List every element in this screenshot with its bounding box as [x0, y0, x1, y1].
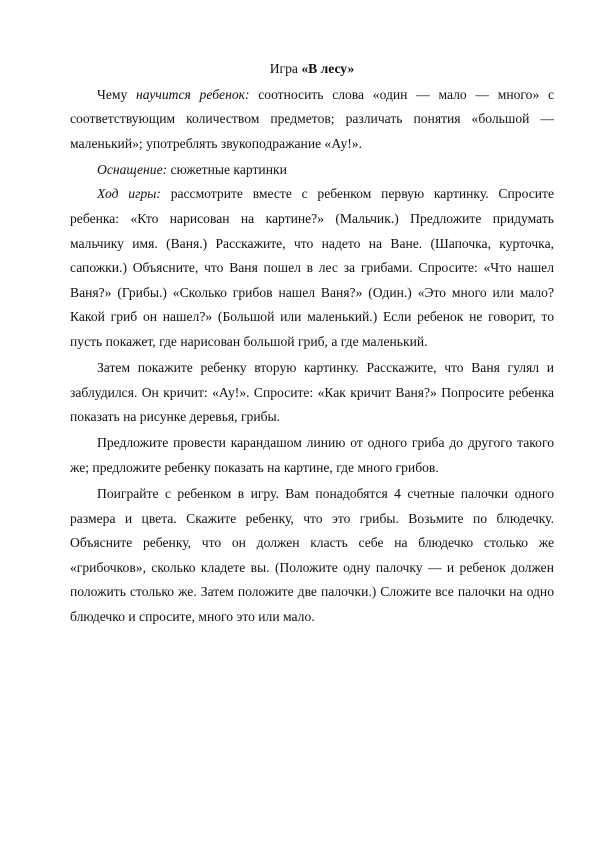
process-text: рассмотрите вместе с ребенком первую картинку. Спросите ребенка: «Кто нарисован на картине?» (Мальчик.) Предложите придумать мальчику имя. (Ваня.) Расскажите, что надето на Ване. (Шапочка, курточка, сапожки.) Объясните, что Ваня пошел в лес за грибами. Спросите: «Что нашел Ваня?» (Грибы.) «Сколько грибов нашел Ваня?» (Один.) «Это много или мало? Какой гриб он нашел?» (Большой или маленький.) Если ребенок не говорит, то пусть покажет, где нарисован большой гриб, а где маленький.: [70, 186, 554, 350]
paragraph-line-task: Предложите провести карандашом линию от одного гриба до другого такого же; предложите ребенку показать на картине, где много грибов.: [70, 435, 554, 475]
game-title: [70, 57, 554, 82]
goal-lead: Чему: [97, 86, 128, 102]
goal-label: научится ребенок:: [136, 86, 250, 102]
paragraph-sticks-game: Поиграйте с ребенком в игру. Вам понадобятся 4 счетные палочки одного размера и цвета. Скажите ребенку, что это грибы. Возьмите по блюдечку. Объясните ребенку, что он должен класть себе на блюдечко столько же «грибочков», сколько кладете вы. (Положите одну палочку — и ребенок должен положить столько же. Затем положите две палочки.) Сложите все палочки на одно блюдечко и спросите, много это или мало.: [70, 486, 554, 625]
equipment-label: Оснащение:: [97, 161, 168, 177]
game-title-prefix: Игра: [269, 61, 302, 76]
goal-text: соотносить слова «один — мало — много» с соответствующим количеством предметов; различать понятия «большой — маленький»; употреблять звукоподражание «Ау!».: [70, 86, 554, 151]
paragraph-second-picture: Затем покажите ребенку вторую картинку. Расскажите, что Ваня гулял и заблудился. Он кричит: «Ау!». Спросите: «Как кричит Ваня?» Попросите ребенка показать на рисунке деревья, грибы.: [70, 360, 554, 425]
paragraph-equipment: [70, 158, 554, 183]
paragraph-goal: [70, 83, 554, 157]
document-body: [70, 57, 554, 631]
paragraph-process: [70, 182, 554, 354]
process-label: Ход игры:: [97, 186, 161, 202]
game-title-name: «В лесу»: [301, 61, 355, 76]
equipment-text: сюжетные картинки: [170, 161, 287, 177]
